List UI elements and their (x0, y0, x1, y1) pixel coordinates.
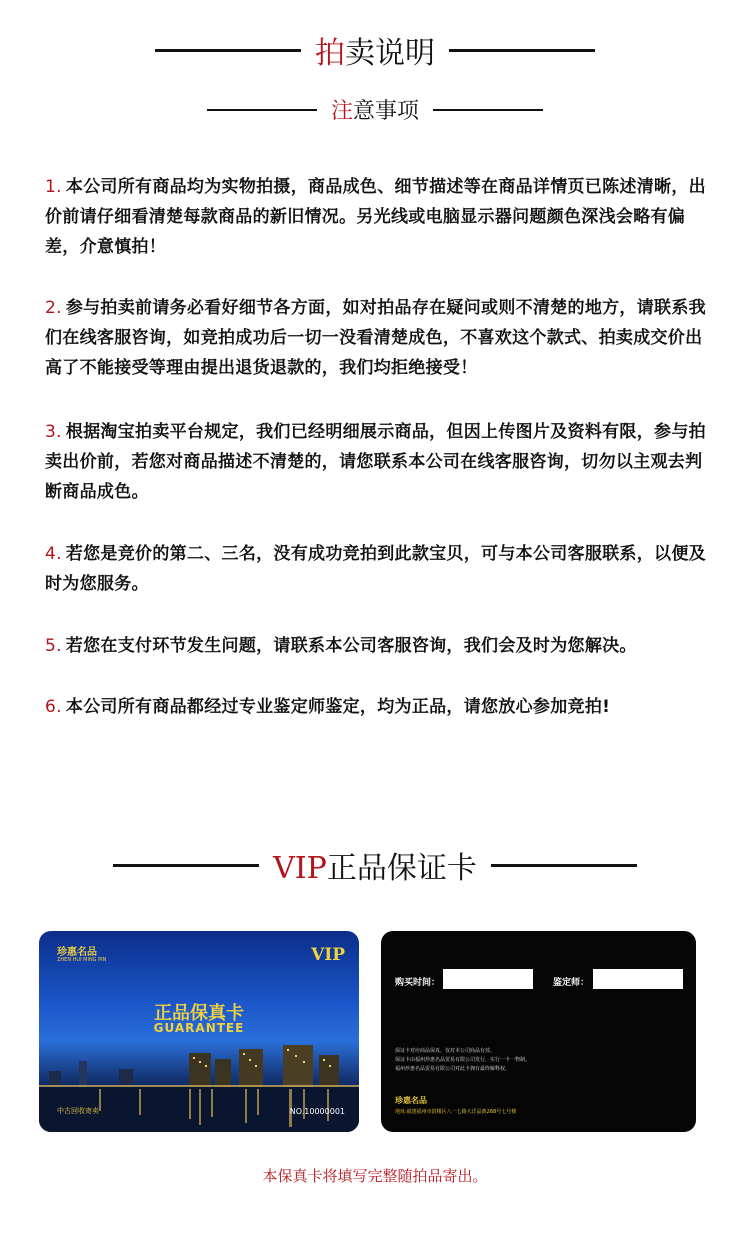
vip-heading-rule-left (113, 864, 259, 867)
appraiser-field (593, 969, 683, 989)
card-terms-line: 保证卡由福州珍惠名品贸易有限公司发行，实行一卡一物制。 (395, 1057, 531, 1063)
note-text: 根据淘宝拍卖平台规定，我们已经明细展示商品，但因上传图片及资料有限，参与拍卖出价前，若您对商品描述不清楚的，请您联系本公司在线客服咨询，切勿以主观去判断商品成色。 (45, 422, 706, 502)
note-number: 3. (45, 422, 62, 442)
card-title-english: GUARANTEE (153, 1021, 245, 1035)
guarantee-card-back (381, 931, 696, 1132)
note-text: 若您是竞价的第二、三名，没有成功竞拍到此款宝贝，可与本公司客服联系，以便及时为您服务。 (45, 544, 706, 594)
subheading-rule-left (207, 109, 317, 111)
card-back-address: 地址:福建福州市鼓楼区八一七路大洋晶典268号七号楼 (395, 1109, 517, 1115)
note-text: 若您在支付环节发生问题，请联系本公司客服咨询，我们会及时为您解决。 (65, 636, 637, 656)
heading-rule-left (155, 49, 301, 52)
card-back-brand: 珍惠名品 (395, 1096, 427, 1105)
subheading-rule-right (433, 109, 543, 111)
vip-heading-rule-right (491, 864, 637, 867)
note-item-2 (45, 293, 715, 383)
heading-title: 拍卖说明 (315, 36, 435, 71)
card-terms-line: 福州珍惠名品贸易有限公司对此卡拥有最终解释权。 (395, 1066, 511, 1072)
section-heading-auction-notes (0, 28, 750, 72)
card-title: 正品保真卡 (154, 1003, 244, 1024)
heading-rule-right (449, 49, 595, 52)
card-footer-text: 中古回收寄卖 (57, 1107, 99, 1115)
card-brand-name: 珍惠名品 (57, 947, 97, 958)
note-item-1 (45, 172, 715, 262)
appraiser-label: 鉴定师： (553, 978, 590, 988)
card-terms-line: 保证卡对应商品保真，仅对本公司商品有效。 (395, 1048, 496, 1054)
purchase-time-label: 购买时间： (395, 978, 441, 988)
note-number: 4. (45, 544, 62, 564)
card-caption: 本保真卡将填写完整随拍品寄出。 (262, 1167, 488, 1185)
subheading-title: 注意事项 (330, 99, 420, 124)
section-subheading-notices (0, 94, 750, 125)
card-serial-number: NO.10000001 (289, 1107, 345, 1116)
note-number: 1. (45, 177, 62, 197)
vip-heading-title: VIP正品保证卡 (273, 851, 477, 886)
note-text: 本公司所有商品都经过专业鉴定师鉴定，均为正品，请您放心参加竞拍! (65, 697, 611, 717)
note-number: 5. (45, 636, 62, 656)
card-brand-pinyin: ZHEN HUI MING PIN (57, 957, 107, 963)
card-vip-label: VIP (311, 945, 345, 965)
note-item-3 (45, 417, 715, 507)
city-night-skyline-image (39, 1031, 359, 1132)
note-item-5 (45, 631, 715, 661)
note-item-6 (45, 692, 715, 722)
section-heading-vip-card (0, 843, 750, 887)
note-number: 2. (45, 298, 62, 318)
note-number: 6. (45, 697, 62, 717)
note-item-4 (45, 539, 715, 599)
purchase-time-field (443, 969, 533, 989)
guarantee-card-front (39, 931, 359, 1132)
note-text: 本公司所有商品均为实物拍摄，商品成色、细节描述等在商品详情页已陈述清晰，出价前请仔细看清楚每款商品的新旧情况。另光线或电脑显示器问题颜色深浅会略有偏差，介意慎拍！ (45, 177, 706, 257)
note-text: 参与拍卖前请务必看好细节各方面，如对拍品存在疑问或则不清楚的地方，请联系我们在线客服咨询，如竞拍成功后一切一没看清楚成色，不喜欢这个款式、拍卖成交价出高了不能接受等理由提出退货退款的，我们均拒绝接受！ (45, 298, 706, 378)
